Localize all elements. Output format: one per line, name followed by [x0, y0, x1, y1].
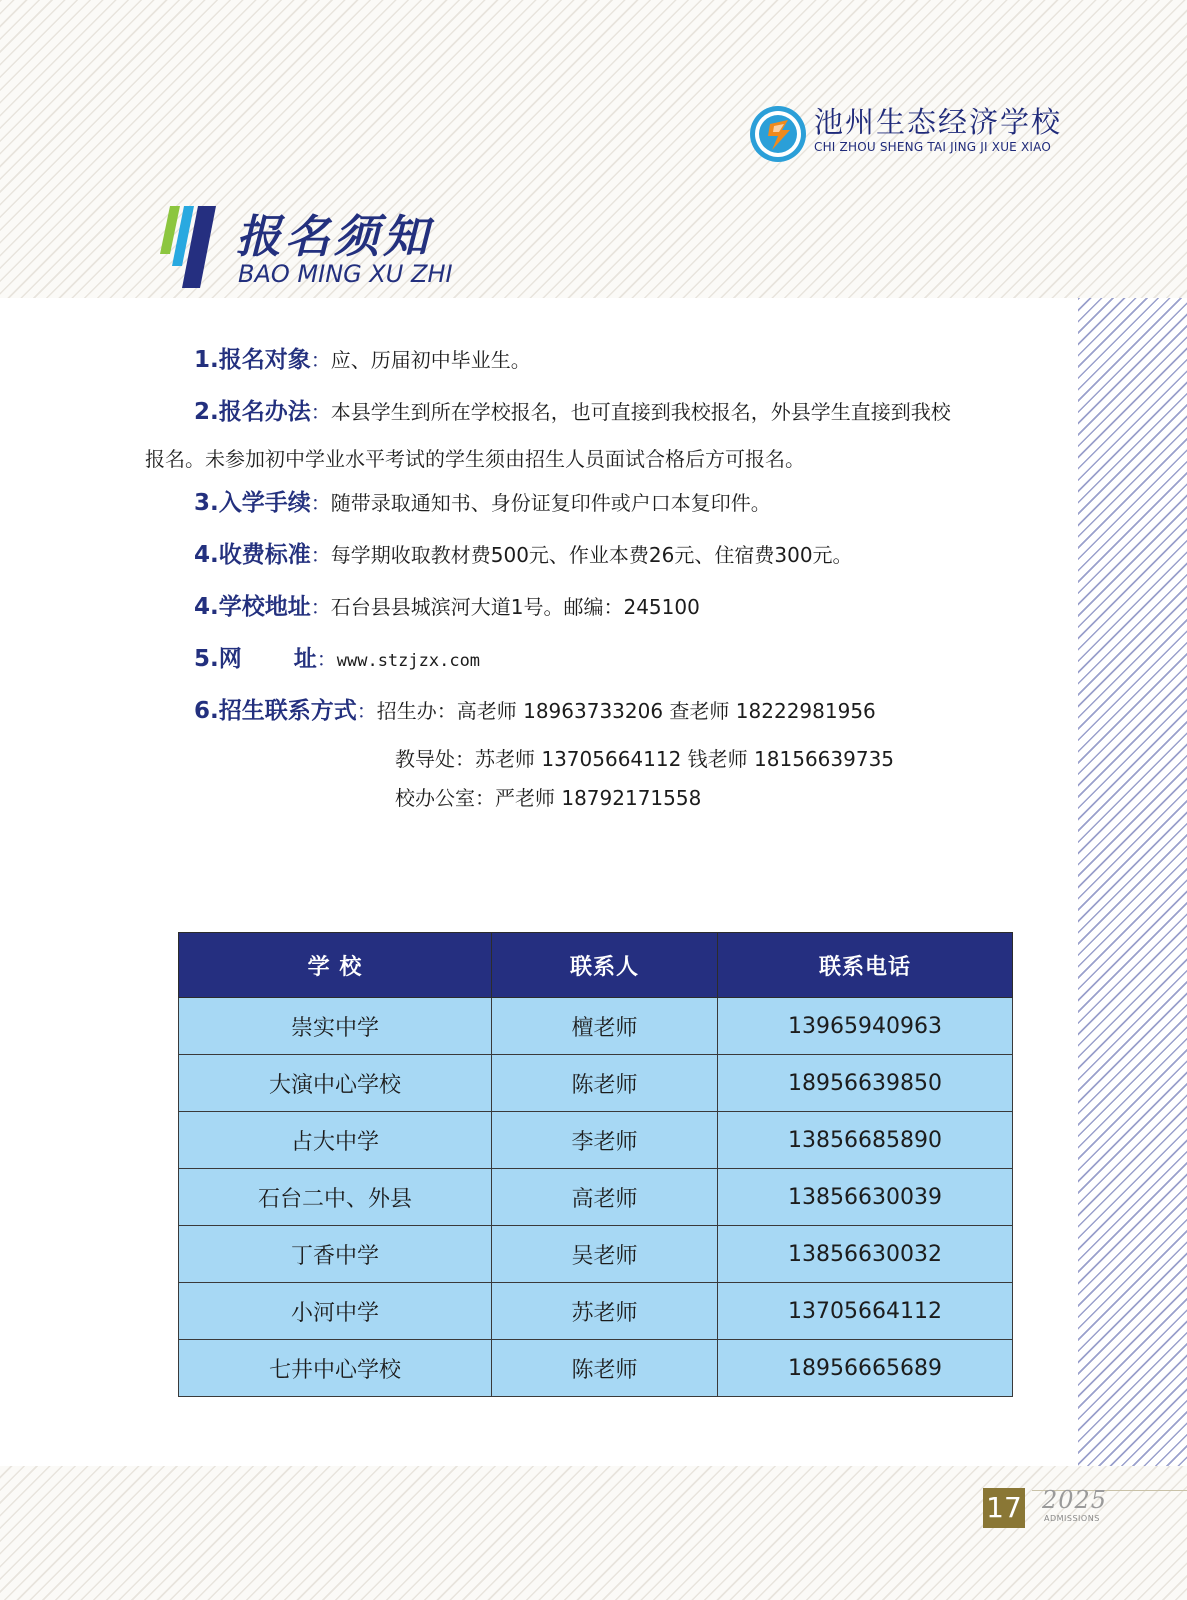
info-item-contacts — [194, 697, 876, 725]
school-cell: 丁香中学 — [179, 1226, 492, 1283]
info-sep: ： — [310, 348, 331, 372]
phone-cell: 13856630039 — [718, 1169, 1013, 1226]
footer-caption: ADMISSIONS — [1044, 1514, 1100, 1523]
section-title: 报名须知 — [236, 210, 433, 263]
info-label: 6.招生联系方式 — [194, 698, 357, 724]
info-label: 4.学校地址 — [194, 594, 311, 620]
info-value: 应、历届初中毕业生。 — [330, 348, 531, 372]
info-sep: ： — [310, 491, 331, 515]
info-label: 1.报名对象 — [194, 347, 311, 373]
school-cell: 大演中心学校 — [179, 1055, 492, 1112]
footer-year: 2025 — [1042, 1486, 1108, 1514]
phone-cell: 13705664112 — [718, 1283, 1013, 1340]
phone-cell: 13965940963 — [718, 998, 1013, 1055]
info-sep: ： — [310, 543, 331, 567]
info-label: 4.收费标准 — [194, 542, 311, 568]
contact-table — [178, 932, 1013, 1397]
website-link[interactable]: www.stzjzx.com — [336, 651, 481, 671]
phone-cell: 13856685890 — [718, 1112, 1013, 1169]
info-value: 随带录取通知书、身份证复印件或户口本复印件。 — [330, 491, 771, 515]
school-cell: 占大中学 — [179, 1112, 492, 1169]
info-label: 址 — [293, 646, 317, 672]
school-emblem-icon — [748, 104, 808, 164]
school-cell: 崇实中学 — [179, 998, 492, 1055]
contact-line: 教导处：苏老师 13705664112 钱老师 18156639735 — [395, 747, 895, 771]
phone-cell: 18956665689 — [718, 1340, 1013, 1397]
table-row — [179, 1283, 1013, 1340]
heading-stripes-icon — [160, 206, 220, 290]
info-sep: ： — [310, 595, 331, 619]
column-header-contact: 联系人 — [492, 933, 718, 998]
school-cell: 七井中心学校 — [179, 1340, 492, 1397]
info-sep: ： — [316, 647, 337, 671]
info-item-website — [194, 645, 480, 675]
info-label: 5.网 — [194, 646, 242, 672]
table-row — [179, 1169, 1013, 1226]
info-value: 石台县县城滨河大道1号。邮编：245100 — [330, 595, 700, 619]
contact-cell: 檀老师 — [492, 998, 718, 1055]
column-header-phone: 联系电话 — [718, 933, 1013, 998]
info-item-contacts-3 — [395, 784, 701, 812]
phone-cell: 13856630032 — [718, 1226, 1013, 1283]
info-item-eligibility — [194, 346, 531, 374]
school-name-en: CHI ZHOU SHENG TAI JING JI XUE XIAO — [814, 140, 1051, 154]
contact-cell: 高老师 — [492, 1169, 718, 1226]
column-header-school: 学 校 — [179, 933, 492, 998]
decorative-stripe-band — [1078, 298, 1187, 1466]
info-item-fees — [194, 541, 853, 569]
info-label: 2.报名办法 — [194, 399, 311, 425]
info-label: 3.入学手续 — [194, 490, 311, 516]
info-value: 本县学生到所在学校报名，也可直接到我校报名，外县学生直接到我校 — [330, 400, 951, 424]
phone-cell: 18956639850 — [718, 1055, 1013, 1112]
info-sep: ： — [356, 699, 377, 723]
section-subtitle: BAO MING XU ZHI — [238, 260, 453, 288]
info-item-method-cont — [145, 445, 805, 473]
contact-cell: 苏老师 — [492, 1283, 718, 1340]
info-item-address — [194, 593, 700, 621]
contact-cell: 陈老师 — [492, 1340, 718, 1397]
info-value: 报名。未参加初中学业水平考试的学生须由招生人员面试合格后方可报名。 — [145, 447, 805, 471]
table-row — [179, 1055, 1013, 1112]
contact-line: 招生办：高老师 18963733206 查老师 18222981956 — [376, 699, 876, 723]
table-header-row — [179, 933, 1013, 998]
info-item-enrollment — [194, 489, 771, 517]
table-row — [179, 1226, 1013, 1283]
info-item-contacts-2 — [395, 745, 894, 773]
table-row — [179, 998, 1013, 1055]
table-row — [179, 1340, 1013, 1397]
school-cell: 石台二中、外县 — [179, 1169, 492, 1226]
contact-cell: 吴老师 — [492, 1226, 718, 1283]
contact-cell: 李老师 — [492, 1112, 718, 1169]
info-item-method — [194, 398, 951, 426]
school-name-cn: 池州生态经济学校 — [814, 105, 1063, 139]
info-sep: ： — [310, 400, 331, 424]
page-number: 17 — [983, 1488, 1025, 1528]
table-row — [179, 1112, 1013, 1169]
contact-line: 校办公室：严老师 18792171558 — [395, 786, 702, 810]
info-value: 每学期收取教材费500元、作业本费26元、住宿费300元。 — [330, 543, 853, 567]
school-cell: 小河中学 — [179, 1283, 492, 1340]
contact-cell: 陈老师 — [492, 1055, 718, 1112]
